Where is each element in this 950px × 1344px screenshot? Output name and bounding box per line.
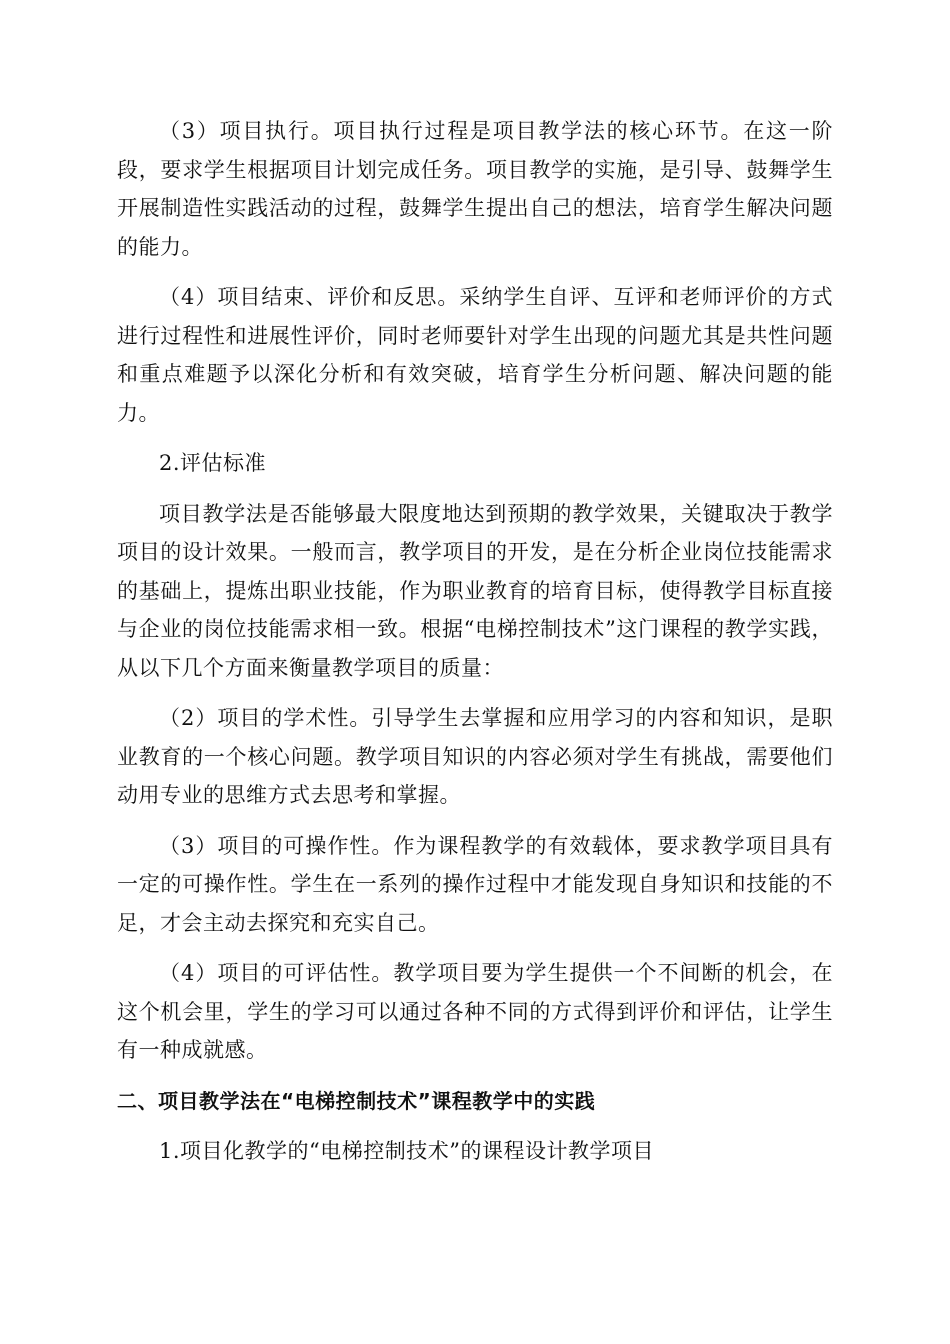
document-body <box>117 112 833 1171</box>
paragraph-project-teaching-effect: 项目教学法是否能够最大限度地达到预期的教学效果，关键取决于教学项目的设计效果。一般而言，教学项目的开发，是在分析企业岗位技能需求的基础上，提炼出职业技能，作为职业教育的培育目标，使得教学目标直接与企业的岗位技能需求相一致。根据“电梯控制技术”这门课程的教学实践，从以下几个方面来衡量教学项目的质量： <box>117 501 833 680</box>
paragraph-project-execution: （3）项目执行。项目执行过程是项目教学法的核心环节。在这一阶段，要求学生根据项目计划完成任务。项目教学的实施，是引导、鼓舞学生开展制造性实践活动的过程，鼓舞学生提出自己的想法，培育学生解决问题的能力。 <box>117 119 833 259</box>
paragraph-academic-nature: （2）项目的学术性。引导学生去掌握和应用学习的内容和知识，是职业教育的一个核心问题。教学项目知识的内容必须对学生有挑战，需要他们动用专业的思维方式去思考和掌握。 <box>117 706 833 807</box>
paragraph-project-evaluation: （4）项目结束、评价和反思。采纳学生自评、互评和老师评价的方式进行过程性和进展性评价，同时老师要针对学生出现的问题尤其是共性问题和重点难题予以深化分析和有效突破，培育学生分析问题、解决问题的能力。 <box>117 285 833 425</box>
subheading-course-design: 1.项目化教学的“电梯控制技术”的课程设计教学项目 <box>159 1139 655 1163</box>
section-title: 二、项目教学法在“电梯控制技术”课程教学中的实践 <box>117 1088 596 1113</box>
paragraph-operability: （3）项目的可操作性。作为课程教学的有效载体，要求教学项目具有一定的可操作性。学生在一系列的操作过程中才能发现自身知识和技能的不足，才会主动去探究和充实自己。 <box>117 833 833 935</box>
paragraph-assessability: （4）项目的可评估性。教学项目要为学生提供一个不间断的机会，在这个机会里，学生的学习可以通过各种不同的方式得到评价和评估，让学生有一种成就感。 <box>117 961 833 1062</box>
subheading-evaluation-criteria: 2.评估标准 <box>159 451 267 475</box>
